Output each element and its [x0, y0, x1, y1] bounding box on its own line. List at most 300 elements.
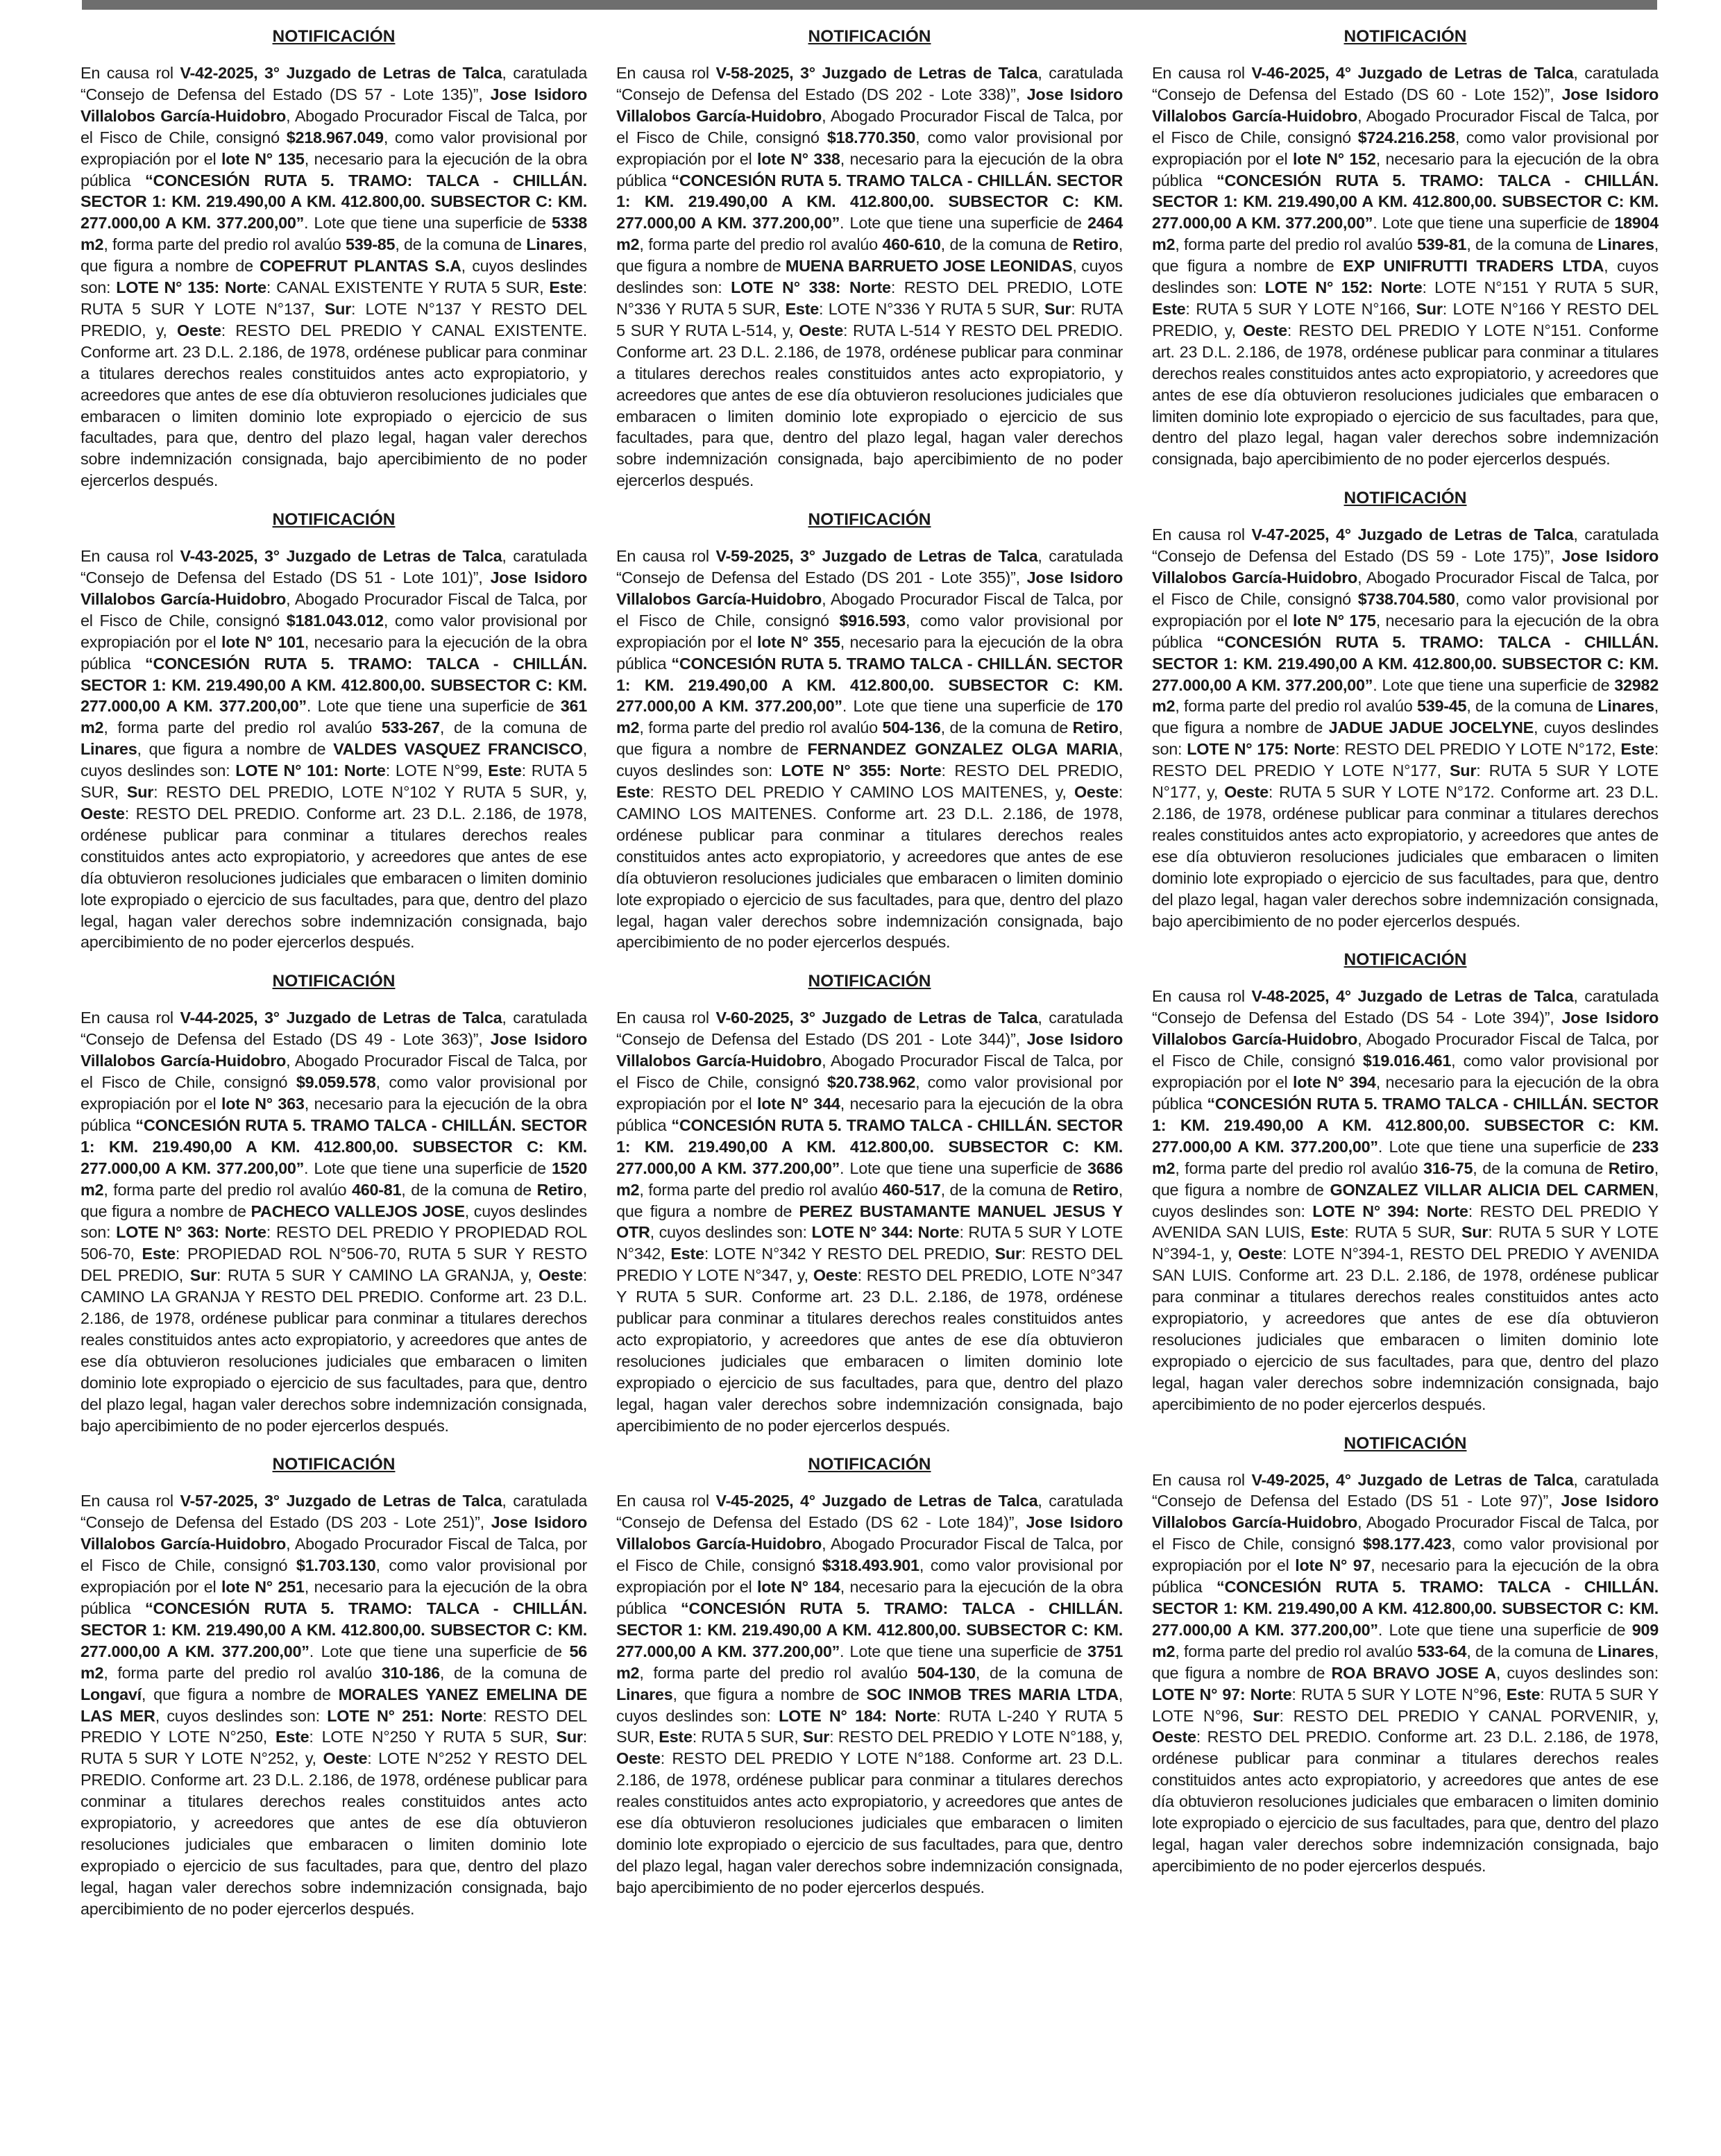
bold-segment: LOTE N° 251: Norte — [327, 1706, 483, 1725]
bold-segment: $20.738.962 — [826, 1073, 916, 1092]
bold-segment: 504-136 — [882, 718, 941, 737]
bold-segment: MORALES YANEZ EMELINA DE LAS MER — [80, 1685, 587, 1725]
bold-segment: Linares — [526, 235, 583, 254]
bold-segment: V-45-2025, 4° Juzgado de Letras de Talca — [715, 1492, 1038, 1510]
text-segment: , que figura a nombre de — [672, 1685, 867, 1703]
text-segment: : RUTA 5 SUR Y LOTE N°137, — [80, 278, 587, 318]
text-segment: , necesario para la ejecución de la obra pública — [616, 1094, 1124, 1134]
text-segment: , cuyos deslindes son: — [1152, 1180, 1659, 1220]
bold-segment: Linares — [1597, 1642, 1654, 1660]
bold-segment: Este — [1152, 299, 1186, 318]
notice-title: NOTIFICACIÓN — [1343, 950, 1467, 970]
text-segment: : RESTO DEL PREDIO Y LOTE N°188. Conforme art. 23 D.L. 2.186, de 1978, ordénese publicar para conminar a titulares derechos reales constituidos antes acto expropiatorio, y acreedores que antes de ese día obtuvieron resoluciones judiciales que embaracen o limiten dominio lote expropiado o ejercicio de sus facultades, para que, dentro del plazo legal, hagan valer derechos sobre indemnización consignada, bajo apercibimiento de no poder ejercerlos después. — [616, 1749, 1123, 1896]
bold-segment: LOTE N° 135: Norte — [116, 278, 266, 297]
notice-body — [80, 62, 587, 491]
text-segment: , cuyos deslindes son: — [1152, 257, 1659, 297]
text-segment: : CANAL EXISTENTE Y RUTA 5 SUR, — [266, 278, 550, 297]
bold-segment: Jose Isidoro Villalobos García-Huidobro — [80, 85, 587, 125]
bold-segment: $218.967.049 — [286, 128, 384, 146]
text-segment: , necesario para la ejecución de la obra pública — [80, 1578, 588, 1617]
text-segment: En causa rol — [1152, 1470, 1252, 1489]
bold-segment: 3751 m2 — [616, 1642, 1124, 1682]
bold-segment: V-42-2025, 3° Juzgado de Letras de Talca — [180, 64, 502, 82]
bold-segment: V-46-2025, 4° Juzgado de Letras de Talca — [1251, 64, 1574, 82]
top-rule — [82, 0, 1657, 10]
notice-title: NOTIFICACIÓN — [808, 510, 931, 530]
text-segment: . Lote que tiene una superficie de — [840, 214, 1087, 233]
text-segment: En causa rol — [1152, 64, 1252, 82]
text-segment: , forma parte del predio rol avalúo — [103, 1663, 382, 1682]
notice — [80, 1449, 587, 1919]
bold-segment: LOTE N° 152: Norte — [1264, 278, 1423, 297]
text-segment: . Lote que tiene una superficie de — [1373, 214, 1615, 233]
text-segment: En causa rol — [616, 1492, 716, 1510]
text-segment: : RESTO DEL PREDIO Y CANAL PORVENIR, y, — [1279, 1706, 1659, 1725]
text-segment: , de la comuna de — [940, 1180, 1073, 1199]
bold-segment: Este — [142, 1245, 176, 1263]
text-segment: : RESTO DEL PREDIO Y LOTE N°188, y, — [829, 1728, 1123, 1746]
bold-segment: $18.770.350 — [826, 128, 916, 146]
text-segment: : LOTE N°342 Y RESTO DEL PREDIO, — [704, 1245, 995, 1263]
bold-segment: Jose Isidoro Villalobos García-Huidobro — [1152, 1009, 1659, 1049]
text-segment: . Lote que tiene una superficie de — [840, 1642, 1087, 1660]
bold-segment: 32982 m2 — [1152, 675, 1659, 716]
bold-segment: lote N° 184 — [757, 1578, 840, 1597]
bold-segment: 233 m2 — [1152, 1137, 1659, 1177]
notice-title: NOTIFICACIÓN — [808, 27, 931, 46]
text-segment: , de la comuna de — [975, 1663, 1123, 1682]
bold-segment: Oeste — [1224, 783, 1269, 802]
text-segment: : RESTO DEL PREDIO Y LOTE N°347, y, — [616, 1245, 1124, 1285]
bold-segment: V-44-2025, 3° Juzgado de Letras de Talca — [180, 1009, 502, 1027]
text-segment: : LOTE N°250 Y RUTA 5 SUR, — [309, 1728, 557, 1746]
text-segment: , como valor provisional por expropiación por el — [80, 1073, 587, 1113]
bold-segment: Este — [616, 783, 650, 802]
text-segment: , Abogado Procurador Fiscal de Talca, por el Fisco de Chile, consignó — [616, 589, 1123, 630]
text-segment: , necesario para la ejecución de la obra pública — [616, 1578, 1124, 1617]
bold-segment: Sur — [994, 1245, 1021, 1263]
bold-segment: Este — [549, 278, 583, 297]
bold-segment: Sur — [1461, 1223, 1489, 1242]
bold-segment: lote N° 344 — [757, 1094, 840, 1113]
bold-segment: lote N° 355 — [757, 632, 840, 651]
text-segment: . Lote que tiene una superficie de — [306, 697, 561, 716]
notice — [616, 1449, 1123, 1898]
notice-columns — [80, 21, 1659, 1932]
text-segment: , forma parte del predio rol avalúo — [1175, 1159, 1423, 1177]
text-segment: : LOTE N°137 Y RESTO DEL PREDIO, y, — [80, 299, 587, 339]
bold-segment: “CONCESIÓN RUTA 5. TRAMO: TALCA - CHILLÁN. SECTOR 1: KM. 219.490,00 A KM. 412.800,00. SUBSECTOR C: KM. 277.000,00 A KM. 377.200,00” — [80, 171, 588, 233]
text-segment: : RESTO DEL PREDIO Y CANAL EXISTENTE. Conforme art. 23 D.L. 2.186, de 1978, ordénese publicar para conminar a titulares derechos reales constituidos antes acto expropiatorio, y acreedores que antes de ese día obtuvieron resoluciones judiciales que embaracen o limiten dominio lote expropiado o ejercicio de sus facultades, para que, dentro del plazo legal, hagan valer derechos sobre indemnización consignada, bajo apercibimiento de no poder ejercerlos después. — [80, 321, 587, 490]
bold-segment: Sur — [1416, 299, 1443, 318]
bold-segment: V-48-2025, 4° Juzgado de Letras de Talca — [1251, 987, 1574, 1006]
text-segment: : LOTE N°166 Y RESTO DEL PREDIO, y, — [1152, 299, 1659, 339]
bold-segment: 460-517 — [882, 1180, 941, 1199]
bold-segment: Longaví — [80, 1685, 142, 1703]
text-segment: , forma parte del predio rol avalúo — [639, 1663, 917, 1682]
bold-segment: PACHECO VALLEJOS JOSE — [251, 1202, 465, 1220]
text-segment: , necesario para la ejecución de la obra pública — [616, 632, 1124, 673]
text-segment: : RESTO DEL PREDIO, LOTE N°347 Y RUTA 5 SUR. Conforme art. 23 D.L. 2.186, de 1978, ordénese publicar para conminar a titulares derechos reales constituidos antes acto expropiatorio, y acreedores que antes de ese día obtuvieron resoluciones judiciales que embaracen o limiten dominio lote expropiado o ejercicio de sus facultades, para que, dentro del plazo legal, hagan valer derechos sobre indemnización consignada, bajo apercibimiento de no poder ejercerlos después. — [616, 1266, 1123, 1435]
bold-segment: “CONCESIÓN RUTA 5. TRAMO: TALCA - CHILLÁN. SECTOR 1: KM. 219.490,00 A KM. 412.800,00. SUBSECTOR C: KM. 277.000,00 A KM. 377.200,00” — [1152, 1578, 1659, 1639]
text-segment: , Abogado Procurador Fiscal de Talca, por el Fisco de Chile, consignó — [616, 1535, 1123, 1575]
bold-segment: 539-45 — [1416, 697, 1467, 716]
text-segment: , como valor provisional por expropiación por el — [616, 1073, 1123, 1113]
text-segment: En causa rol — [80, 1009, 180, 1027]
bold-segment: 539-85 — [345, 235, 396, 254]
text-segment: . Lote que tiene una superficie de — [304, 214, 552, 233]
notice-title: NOTIFICACIÓN — [272, 510, 396, 530]
bold-segment: Oeste — [1243, 321, 1287, 339]
text-segment: , forma parte del predio rol avalúo — [1175, 1642, 1417, 1660]
text-segment: , como valor provisional por expropiación por el — [616, 128, 1123, 168]
text-segment: , de la comuna de — [1466, 697, 1598, 716]
text-segment: , caratulada “Consejo de Defensa del Estado (DS 49 - Lote 363)”, — [80, 1009, 587, 1049]
text-segment: , cuyos deslindes son: — [80, 257, 587, 297]
notice-title: NOTIFICACIÓN — [1343, 489, 1467, 508]
bold-segment: Jose Isidoro Villalobos García-Huidobro — [616, 569, 1123, 608]
notice-title: NOTIFICACIÓN — [1343, 1433, 1467, 1453]
text-segment: : RESTO DEL PREDIO, — [941, 761, 1124, 780]
text-segment: , Abogado Procurador Fiscal de Talca, por el Fisco de Chile, consignó — [1152, 1513, 1659, 1553]
bold-segment: $1.703.130 — [296, 1556, 376, 1575]
bold-segment: “CONCESIÓN RUTA 5. TRAMO: TALCA - CHILLÁN. SECTOR 1: KM. 219.490,00 A KM. 412.800,00. SUBSECTOR C: KM. 277.000,00 A KM. 377.200,00” — [80, 1599, 588, 1660]
text-segment: , de la comuna de — [439, 1663, 587, 1682]
bold-segment: “CONCESIÓN RUTA 5. TRAMO TALCA - CHILLÁN. SECTOR 1: KM. 219.490,00 A KM. 412.800,00. SUBSECTOR C: KM. 277.000,00 A KM. 377.200,00” — [80, 1115, 588, 1177]
text-segment: , forma parte del predio rol avalúo — [103, 718, 382, 737]
text-segment: , caratulada “Consejo de Defensa del Estado (DS 202 - Lote 338)”, — [616, 64, 1123, 103]
bold-segment: 3686 m2 — [616, 1159, 1124, 1199]
text-segment: . Lote que tiene una superficie de — [840, 1159, 1087, 1177]
bold-segment: COPEFRUT PLANTAS S.A — [260, 257, 461, 276]
bold-segment: 504-130 — [917, 1663, 976, 1682]
bold-segment: Este — [1506, 1685, 1541, 1703]
bold-segment: ROA BRAVO JOSE A — [1331, 1663, 1496, 1682]
text-segment: . Lote que tiene una superficie de — [1373, 675, 1615, 694]
text-segment: , caratulada “Consejo de Defensa del Estado (DS 201 - Lote 344)”, — [616, 1009, 1123, 1049]
text-segment: : RUTA L-240 Y RUTA 5 SUR, — [616, 1706, 1123, 1746]
text-segment: : RUTA 5 SUR Y LOTE N°172. Conforme art. 23 D.L. 2.186, de 1978, ordénese publicar para conminar a titulares derechos reales constituidos antes acto expropiatorio, y acreedores que antes de ese día obtuvieron resoluciones judiciales que embaracen o limiten dominio lote expropiado o ejercicio de sus facultades, para que, dentro del plazo legal, hagan valer derechos sobre indemnización consignada, bajo apercibimiento de no poder ejercerlos después. — [1152, 783, 1659, 930]
notice-body — [1152, 524, 1659, 932]
text-segment: , de la comuna de — [439, 718, 587, 737]
text-segment: : RESTO DEL PREDIO Y LOTE N°250, — [80, 1706, 588, 1746]
text-segment: , necesario para la ejecución de la obra pública — [80, 1094, 588, 1134]
text-segment: , de la comuna de — [1466, 1642, 1598, 1660]
text-segment: En causa rol — [80, 64, 180, 82]
bold-segment: lote N° 175 — [1293, 611, 1376, 630]
text-segment: En causa rol — [616, 1009, 716, 1027]
text-segment: , cuyos deslindes son: — [80, 740, 587, 780]
text-segment: , caratulada “Consejo de Defensa del Estado (DS 203 - Lote 251)”, — [80, 1492, 587, 1532]
bold-segment: lote N° 251 — [221, 1578, 305, 1597]
text-segment: En causa rol — [616, 64, 716, 82]
text-segment: , Abogado Procurador Fiscal de Talca, por el Fisco de Chile, consignó — [80, 106, 587, 146]
text-segment: , que figura a nombre de — [141, 1685, 339, 1703]
text-segment: , forma parte del predio rol avalúo — [1175, 235, 1417, 254]
text-segment: , necesario para la ejecución de la obra pública — [1152, 149, 1659, 190]
text-segment: : RESTO DEL PREDIO. Conforme art. 23 D.L. 2.186, de 1978, ordénese publicar para conminar a titulares derechos reales constituidos antes acto expropiatorio, y acreedores que antes de ese día obtuvieron resoluciones judiciales que embaracen o limiten dominio lote expropiado o ejercicio de sus facultades, para que, dentro del plazo legal, hagan valer derechos sobre indemnización consignada, bajo apercibimiento de no poder ejercerlos después. — [80, 805, 587, 952]
text-segment: : RESTO DEL PREDIO Y PROPIEDAD ROL 506-70, — [80, 1223, 587, 1263]
bold-segment: Oeste — [1074, 783, 1119, 802]
bold-segment: 18904 m2 — [1152, 214, 1659, 254]
text-segment: , forma parte del predio rol avalúo — [639, 1180, 883, 1199]
text-segment: , forma parte del predio rol avalúo — [103, 1180, 352, 1199]
bold-segment: Oeste — [813, 1266, 858, 1285]
bold-segment: Linares — [1597, 235, 1654, 254]
bold-segment: V-43-2025, 3° Juzgado de Letras de Talca — [180, 547, 502, 566]
bold-segment: 2464 m2 — [616, 214, 1124, 254]
text-segment: : RESTO DEL PREDIO Y LOTE N°151. Conforme art. 23 D.L. 2.186, de 1978, ordénese publicar para conminar a titulares derechos reales constituidos antes acto expropiatorio, y acreedores que antes de ese día obtuvieron resoluciones judiciales que embaracen o limiten dominio lote expropiado o ejercicio de sus facultades, para que, dentro del plazo legal, hagan valer derechos sobre indemnización consignada, bajo apercibimiento de no poder ejercerlos después. — [1152, 321, 1659, 469]
bold-segment: $738.704.580 — [1357, 589, 1455, 608]
bold-segment: lote N° 394 — [1293, 1073, 1376, 1092]
bold-segment: Sur — [1253, 1706, 1280, 1725]
bold-segment: V-59-2025, 3° Juzgado de Letras de Talca — [715, 547, 1038, 566]
bold-segment: LOTE N° 394: Norte — [1312, 1202, 1468, 1220]
bold-segment: $724.216.258 — [1357, 128, 1455, 146]
bold-segment: GONZALEZ VILLAR ALICIA DEL CARMEN — [1330, 1180, 1654, 1199]
text-segment: : RUTA 5 SUR Y LOTE N°177, y, — [1152, 761, 1659, 802]
text-segment: , como valor provisional por expropiación por el — [1152, 589, 1659, 630]
notice-body — [1152, 62, 1659, 470]
bold-segment: JADUE JADUE JOCELYNE — [1328, 718, 1534, 737]
bold-segment: FERNANDEZ GONZALEZ OLGA MARIA — [807, 740, 1119, 759]
notice-title: NOTIFICACIÓN — [272, 1455, 396, 1474]
text-segment: , caratulada “Consejo de Defensa del Estado (DS 59 - Lote 175)”, — [1152, 525, 1659, 566]
text-segment: : CAMINO LOS MAITENES. Conforme art. 23 D.L. 2.186, de 1978, ordénese publicar para conminar a titulares derechos reales constituidos antes acto expropiatorio, y acreedores que antes de ese día obtuvieron resoluciones judiciales que embaracen o limiten dominio lote expropiado o ejercicio de sus facultades, para que, dentro del plazo legal, hagan valer derechos sobre indemnización consignada, bajo apercibimiento de no poder ejercerlos después. — [616, 783, 1123, 952]
notice — [616, 21, 1123, 491]
notice — [80, 21, 587, 491]
text-segment: , como valor provisional por expropiación por el — [1152, 1052, 1659, 1092]
text-segment: : RESTO DEL PREDIO Y CAMINO LOS MAITENES, y, — [650, 783, 1074, 802]
text-segment: , como valor provisional por expropiación por el — [1152, 128, 1659, 168]
bold-segment: Sur — [802, 1728, 830, 1746]
notice-title: NOTIFICACIÓN — [272, 27, 396, 46]
text-segment: , que figura a nombre de — [616, 718, 1123, 759]
bold-segment: V-60-2025, 3° Juzgado de Letras de Talca — [715, 1009, 1038, 1027]
bold-segment: 539-81 — [1416, 235, 1467, 254]
bold-segment: lote N° 152 — [1293, 149, 1376, 168]
bold-segment: VALDES VASQUEZ FRANCISCO — [333, 740, 583, 759]
bold-segment: LOTE N° 338: Norte — [731, 278, 891, 297]
text-segment: , forma parte del predio rol avalúo — [639, 235, 883, 254]
notice-body — [1152, 986, 1659, 1415]
bold-segment: Sur — [1449, 761, 1477, 780]
bold-segment: Jose Isidoro Villalobos García-Huidobro — [1152, 85, 1659, 125]
bold-segment: LOTE N° 355: Norte — [781, 761, 942, 780]
column-middle — [616, 21, 1123, 1932]
bold-segment: Este — [670, 1245, 704, 1263]
bold-segment: V-57-2025, 3° Juzgado de Letras de Talca — [180, 1492, 502, 1510]
bold-segment: Linares — [1597, 697, 1654, 716]
text-segment: , necesario para la ejecución de la obra pública — [80, 149, 588, 190]
bold-segment: Oeste — [323, 1749, 368, 1768]
bold-segment: $318.493.901 — [822, 1556, 919, 1575]
notice-body — [80, 1007, 587, 1436]
notice — [616, 504, 1123, 953]
notice-body — [616, 1490, 1123, 1898]
text-segment: , como valor provisional por expropiación por el — [1152, 1535, 1659, 1575]
text-segment: : RESTO DEL PREDIO Y AVENIDA SAN LUIS, — [1152, 1202, 1659, 1242]
text-segment: : RUTA 5 SUR Y LOTE N°96, — [1152, 1685, 1659, 1725]
bold-segment: Retiro — [1608, 1159, 1654, 1177]
bold-segment: LOTE N° 175: Norte — [1187, 740, 1336, 759]
notice-body — [616, 1007, 1123, 1436]
bold-segment: “CONCESIÓN RUTA 5. TRAMO: TALCA - CHILLÁN. SECTOR 1: KM. 219.490,00 A KM. 412.800,00. SUBSECTOR C: KM. 277.000,00 A KM. 377.200,00” — [1152, 632, 1659, 694]
bold-segment: $19.016.461 — [1362, 1052, 1452, 1070]
notice-title: NOTIFICACIÓN — [1343, 27, 1467, 46]
text-segment: : PROPIEDAD ROL N°506-70, RUTA 5 SUR Y RESTO DEL PREDIO, — [80, 1245, 587, 1285]
text-segment: , cuyos deslindes son: — [616, 257, 1123, 297]
text-segment: , caratulada “Consejo de Defensa del Estado (DS 62 - Lote 184)”, — [616, 1492, 1123, 1532]
text-segment: . Lote que tiene una superficie de — [304, 1159, 552, 1177]
bold-segment: Linares — [616, 1685, 673, 1703]
bold-segment: “CONCESIÓN RUTA 5. TRAMO: TALCA - CHILLÁN. SECTOR 1: KM. 219.490,00 A KM. 412.800,00. SUBSECTOR C: KM. 277.000,00 A KM. 377.200,00” — [80, 654, 588, 716]
notice-body — [80, 546, 587, 953]
text-segment: , forma parte del predio rol avalúo — [1175, 697, 1417, 716]
text-segment: En causa rol — [616, 547, 716, 566]
text-segment: , de la comuna de — [1466, 235, 1598, 254]
text-segment: , caratulada “Consejo de Defensa del Estado (DS 57 - Lote 135)”, — [80, 64, 587, 103]
bold-segment: V-47-2025, 4° Juzgado de Letras de Talca — [1251, 525, 1574, 544]
text-segment: , cuyos deslindes son: — [80, 1202, 587, 1242]
text-segment: : RUTA 5 SUR Y LOTE N°166, — [1185, 299, 1416, 318]
bold-segment: Oeste — [176, 321, 221, 339]
notice — [1152, 944, 1659, 1415]
text-segment: , de la comuna de — [395, 235, 527, 254]
text-segment: , caratulada “Consejo de Defensa del Estado (DS 51 - Lote 97)”, — [1152, 1470, 1659, 1510]
text-segment: . Lote que tiene una superficie de — [309, 1642, 570, 1660]
text-segment: En causa rol — [80, 1492, 180, 1510]
text-segment: , cuyos deslindes son: — [616, 1685, 1123, 1725]
text-segment: , Abogado Procurador Fiscal de Talca, por el Fisco de Chile, consignó — [1152, 1030, 1659, 1070]
bold-segment: Jose Isidoro Villalobos García-Huidobro — [80, 569, 587, 608]
bold-segment: “CONCESIÓN RUTA 5. TRAMO: TALCA - CHILLÁN. SECTOR 1: KM. 219.490,00 A KM. 412.800,00. SUBSECTOR C: KM. 277.000,00 A KM. 377.200,00” — [616, 1599, 1124, 1660]
text-segment: , Abogado Procurador Fiscal de Talca, por el Fisco de Chile, consignó — [80, 589, 587, 630]
text-segment: , que figura a nombre de — [1152, 1159, 1659, 1199]
bold-segment: LOTE N° 363: Norte — [116, 1223, 266, 1242]
bold-segment: PEREZ BUSTAMANTE MANUEL JESUS Y OTR — [616, 1202, 1123, 1242]
bold-segment: Sur — [556, 1728, 583, 1746]
bold-segment: Retiro — [1072, 235, 1119, 254]
text-segment: , Abogado Procurador Fiscal de Talca, por el Fisco de Chile, consignó — [1152, 106, 1659, 146]
bold-segment: 5338 m2 — [80, 214, 588, 254]
bold-segment: 460-610 — [882, 235, 941, 254]
text-segment: , forma parte del predio rol avalúo — [103, 235, 346, 254]
bold-segment: lote N° 338 — [757, 149, 840, 168]
bold-segment: 170 m2 — [616, 697, 1124, 737]
bold-segment: Jose Isidoro Villalobos García-Huidobro — [616, 1513, 1123, 1553]
column-left — [80, 21, 587, 1932]
text-segment: , cuyos deslindes son: — [155, 1706, 328, 1725]
bold-segment: LOTE N° 101: Norte — [235, 761, 386, 780]
bold-segment: Jose Isidoro Villalobos García-Huidobro — [80, 1030, 587, 1070]
text-segment: : RUTA 5 SUR Y RUTA L-514, y, — [616, 299, 1124, 339]
text-segment: , de la comuna de — [401, 1180, 537, 1199]
text-segment: : LOTE N°99, — [385, 761, 489, 780]
text-segment: , como valor provisional por expropiación por el — [616, 611, 1123, 651]
text-segment: : RESTO DEL PREDIO Y LOTE N°177, — [1152, 740, 1659, 780]
text-segment: , forma parte del predio rol avalúo — [639, 718, 883, 737]
text-segment: , necesario para la ejecución de la obra pública — [1152, 1556, 1659, 1597]
text-segment: , que figura a nombre de — [1152, 235, 1659, 276]
bold-segment: Retiro — [1072, 1180, 1119, 1199]
bold-segment: $98.177.423 — [1362, 1535, 1452, 1553]
bold-segment: Oeste — [80, 805, 125, 823]
bold-segment: Sur — [126, 783, 154, 802]
text-segment: . Lote que tiene una superficie de — [1377, 1620, 1632, 1639]
text-segment: , cuyos deslindes son: — [650, 1223, 812, 1242]
bold-segment: Jose Isidoro Villalobos García-Huidobro — [1152, 1492, 1659, 1532]
bold-segment: 909 m2 — [1152, 1620, 1659, 1660]
text-segment: : RUTA 5 SUR Y LOTE N°252, y, — [80, 1728, 587, 1768]
bold-segment: MUENA BARRUETO JOSE LEONIDAS — [785, 257, 1073, 276]
bold-segment: Retiro — [536, 1180, 583, 1199]
notice-title: NOTIFICACIÓN — [272, 972, 396, 991]
bold-segment: Oeste — [1152, 1728, 1196, 1746]
text-segment: , que figura a nombre de — [80, 1180, 587, 1220]
bold-segment: Este — [275, 1728, 310, 1746]
bold-segment: 1520 m2 — [80, 1159, 588, 1199]
bold-segment: Sur — [324, 299, 351, 318]
bold-segment: 460-81 — [351, 1180, 402, 1199]
bold-segment: 310-186 — [381, 1663, 440, 1682]
bold-segment: Oeste — [799, 321, 843, 339]
column-right — [1152, 21, 1659, 1932]
text-segment: , de la comuna de — [1473, 1159, 1609, 1177]
bold-segment: Este — [659, 1728, 693, 1746]
text-segment: , cuyos deslindes son: — [1152, 718, 1659, 759]
bold-segment: “CONCESIÓN RUTA 5. TRAMO TALCA - CHILLÁN. SECTOR 1: KM. 219.490,00 A KM. 412.800,00. SUBSECTOR C: KM. 277.000,00 A KM. 377.200,00” — [616, 1115, 1124, 1177]
text-segment: , Abogado Procurador Fiscal de Talca, por el Fisco de Chile, consignó — [616, 1052, 1123, 1092]
text-segment: , cuyos deslindes son: — [1495, 1663, 1659, 1682]
notice-body — [616, 546, 1123, 953]
bold-segment: lote N° 101 — [221, 632, 305, 651]
text-segment: En causa rol — [80, 547, 180, 566]
text-segment: : RUTA 5 SUR, — [80, 761, 587, 802]
text-segment: : RUTA 5 SUR Y LOTE N°394-1, y, — [1152, 1223, 1659, 1263]
bold-segment: $916.593 — [839, 611, 906, 630]
text-segment: , que figura a nombre de — [137, 740, 334, 759]
text-segment: En causa rol — [1152, 525, 1252, 544]
bold-segment: Jose Isidoro Villalobos García-Huidobro — [616, 1030, 1123, 1070]
text-segment: , que figura a nombre de — [80, 235, 587, 276]
text-segment: . Lote que tiene una superficie de — [1377, 1137, 1632, 1156]
bold-segment: LOTE N° 97: Norte — [1152, 1685, 1292, 1703]
text-segment: , Abogado Procurador Fiscal de Talca, por el Fisco de Chile, consignó — [80, 1535, 587, 1575]
bold-segment: Este — [785, 299, 819, 318]
bold-segment: 361 m2 — [80, 697, 588, 737]
bold-segment: V-58-2025, 3° Juzgado de Letras de Talca — [715, 64, 1038, 82]
bold-segment: “CONCESIÓN RUTA 5. TRAMO TALCA - CHILLÁN. SECTOR 1: KM. 219.490,00 A KM. 412.800,00. SUBSECTOR C: KM. 277.000,00 A KM. 377.200,00” — [616, 654, 1124, 716]
bold-segment: 316-75 — [1423, 1159, 1473, 1177]
bold-segment: lote N° 135 — [221, 149, 305, 168]
text-segment: , cuyos deslindes son: — [616, 740, 1124, 780]
text-segment: , como valor provisional por expropiación por el — [80, 1556, 587, 1597]
text-segment: : RESTO DEL PREDIO. Conforme art. 23 D.L. 2.186, de 1978, ordénese publicar para conminar a titulares derechos reales constituidos antes acto expropiatorio, y acreedores que antes de ese día obtuvieron resoluciones judiciales que embaracen o limiten dominio lote expropiado o ejercicio de sus facultades, para que, dentro del plazo legal, hagan valer derechos sobre indemnización consignada, bajo apercibimiento de no poder ejercerlos después. — [1152, 1728, 1659, 1875]
text-segment: , necesario para la ejecución de la obra pública — [1152, 611, 1659, 651]
notice — [1152, 482, 1659, 932]
text-segment: : CAMINO LA GRANJA Y RESTO DEL PREDIO. Conforme art. 23 D.L. 2.186, de 1978, ordénese publicar para conminar a titulares derechos reales constituidos antes acto expropiatorio, y acreedores que antes de ese día obtuvieron resoluciones judiciales que embaracen o limiten dominio lote expropiado o ejercicio de sus facultades, para que, dentro del plazo legal, hagan valer derechos sobre indemnización consignada, bajo apercibimiento de no poder ejercerlos después. — [80, 1266, 587, 1435]
text-segment: : LOTE N°151 Y RUTA 5 SUR, — [1422, 278, 1659, 297]
bold-segment: “CONCESIÓN RUTA 5. TRAMO TALCA - CHILLÁN. SECTOR 1: KM. 219.490,00 A KM. 412.800,00. SUBSECTOR C: KM. 277.000,00 A KM. 377.200,00” — [1152, 1094, 1659, 1156]
bold-segment: Sur — [189, 1266, 217, 1285]
bold-segment: lote N° 97 — [1295, 1556, 1371, 1575]
notice — [616, 966, 1123, 1436]
bold-segment: Este — [1310, 1223, 1345, 1242]
bold-segment: Sur — [1044, 299, 1071, 318]
bold-segment: LOTE N° 344: Norte — [811, 1223, 960, 1242]
text-segment: , que figura a nombre de — [616, 1180, 1123, 1220]
